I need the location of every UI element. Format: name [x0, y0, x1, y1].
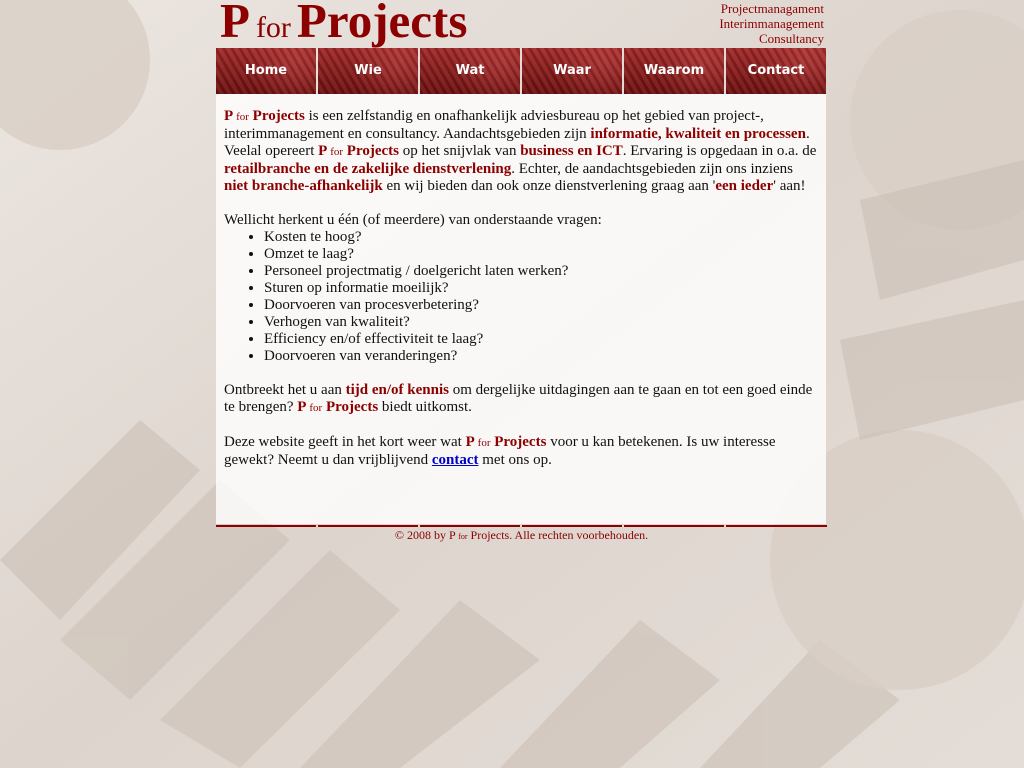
nav-wie[interactable]: Wie: [318, 48, 418, 94]
brand-for: for: [330, 146, 344, 158]
intro-text: . Veelal opereert: [224, 126, 810, 159]
questions-intro: Wellicht herkent u één (of meerdere) van onderstaande vragen:: [224, 212, 602, 228]
nav-contact[interactable]: Contact: [726, 48, 826, 94]
site-logo[interactable]: [220, 0, 467, 49]
services-list: [719, 1, 824, 46]
divider-segment: [726, 525, 827, 527]
service-item: Projectmanagament: [720, 1, 824, 16]
highlight: informatie, kwaliteit en processen: [590, 126, 806, 142]
highlight: tijd en/of kennis: [345, 382, 449, 398]
brand-name: [224, 108, 305, 124]
nav-wat[interactable]: Wat: [420, 48, 520, 94]
brand-name: [318, 143, 399, 159]
intro-text: . Ervaring is opgedaan in o.a. de: [622, 143, 817, 159]
main-nav: [216, 48, 827, 94]
copyright: [216, 528, 827, 543]
para-text: Deze website geeft in het kort weer wat: [224, 434, 466, 450]
highlight: business en ICT: [520, 143, 623, 159]
list-item: • Doorvoeren van procesverbetering?: [264, 297, 818, 314]
service-item: Interimmanagement: [719, 16, 824, 31]
questions-list: [224, 229, 818, 365]
main-content: [216, 94, 826, 524]
para-text: biedt uitkomst.: [378, 399, 472, 415]
list-item: • Personeel projectmatig / doelgericht laten werken?: [264, 263, 818, 280]
copyright-text: © 2008 by P: [394, 528, 459, 542]
brand-for: for: [309, 402, 323, 414]
para-text: voor u kan betekenen. Is uw interesse gewekt? Neemt u dan vrijblijvend: [224, 434, 776, 468]
intro-text: ' aan!: [773, 178, 806, 194]
paragraph-contact: [224, 434, 818, 469]
divider-segment: [522, 525, 622, 527]
intro-text: is een zelfstandig en onafhankelijk adviesbureau op het gebied van project-, interimmanagement en consultancy. Aandachtsgebieden zijn: [224, 108, 764, 142]
brand-projects: Projects: [252, 108, 305, 124]
divider-segment: [216, 525, 316, 527]
divider-segment: [420, 525, 520, 527]
list-item: • Kosten te hoog?: [264, 229, 818, 246]
brand-projects: Projects: [494, 434, 547, 450]
intro-paragraph: [224, 108, 818, 195]
brand-p: P: [318, 143, 327, 159]
brand-p: P: [465, 434, 474, 450]
intro-text: en wij bieden dan ook onze dienstverlening graag aan ': [382, 178, 716, 194]
list-item: • Sturen op informatie moeilijk?: [264, 280, 818, 297]
para-text: Ontbreekt het u aan: [224, 382, 346, 398]
highlight: retailbranche en de zakelijke dienstverlening: [224, 161, 512, 177]
brand-p: P: [297, 399, 306, 415]
brand-name: [297, 399, 378, 415]
nav-home[interactable]: Home: [216, 48, 316, 94]
list-item: • Verhogen van kwaliteit?: [264, 314, 818, 331]
logo-projects: Projects: [296, 0, 468, 48]
nav-waar[interactable]: Waar: [522, 48, 622, 94]
brand-for: for: [236, 111, 249, 123]
highlight: niet branche-afhankelijk: [224, 178, 383, 194]
para-text: met ons op.: [478, 452, 552, 468]
logo-for: for: [255, 11, 291, 44]
copyright-for: for: [458, 532, 468, 541]
intro-text: op het snijvlak van: [398, 143, 521, 159]
paragraph-time-knowledge: [224, 382, 818, 417]
brand-projects: Projects: [346, 143, 399, 159]
nav-waarom[interactable]: Waarom: [624, 48, 724, 94]
copyright-text: Projects. Alle rechten voorbehouden.: [467, 528, 649, 542]
page-container: [216, 0, 827, 542]
brand-projects: Projects: [325, 399, 379, 415]
list-item: • Efficiency en/of effectiviteit te laag?: [264, 331, 818, 348]
intro-text: . Echter, de aandachtsgebieden zijn ons inziens: [511, 161, 793, 177]
list-item: • Doorvoeren van veranderingen?: [264, 348, 818, 365]
logo-p: P: [220, 0, 250, 48]
brand-for: for: [477, 437, 491, 449]
divider-segment: [318, 525, 418, 527]
service-item: Consultancy: [759, 31, 824, 46]
divider-segment: [624, 525, 724, 527]
list-item: • Omzet te laag?: [264, 246, 818, 263]
para-text: om dergelijke uitdagingen aan te gaan en tot een goed einde te brengen?: [224, 382, 813, 415]
contact-link[interactable]: contact: [431, 452, 479, 468]
brand-name: [466, 434, 547, 450]
header: [216, 0, 827, 48]
highlight: een ieder: [715, 178, 774, 194]
brand-p: P: [224, 108, 233, 124]
